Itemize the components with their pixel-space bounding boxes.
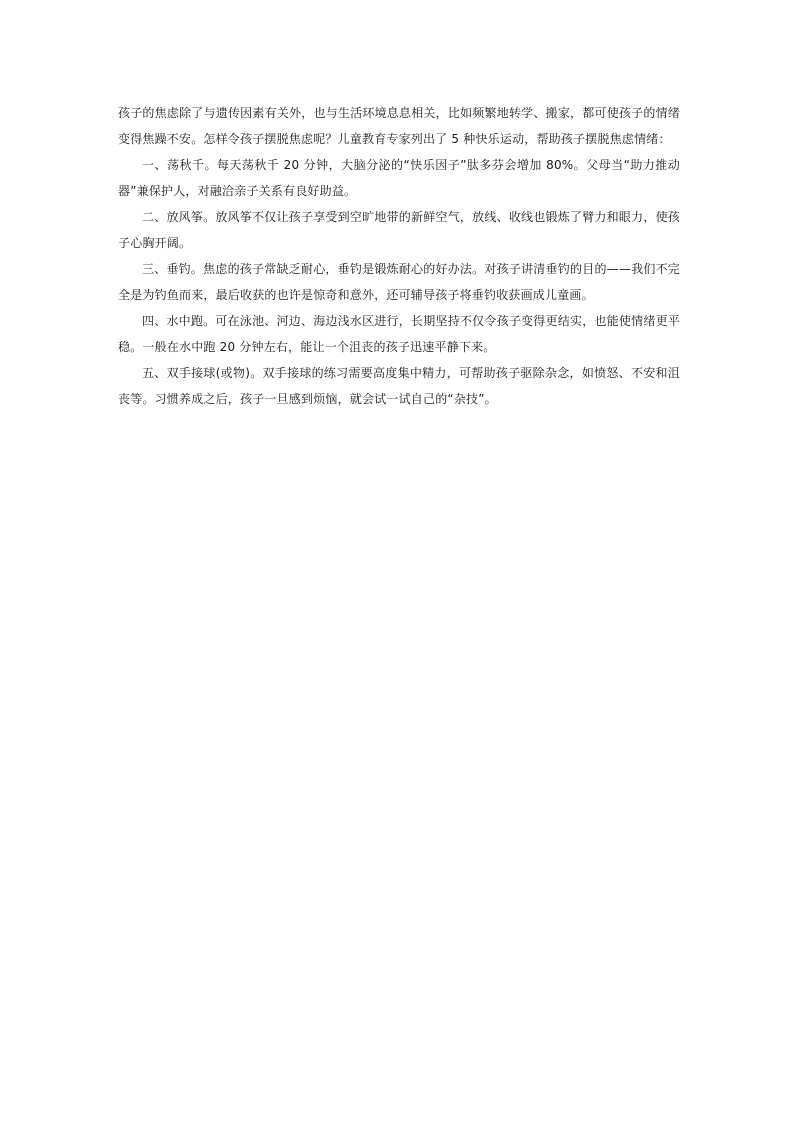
- activity-kite-paragraph: 二、放风筝。放风筝不仅让孩子享受到空旷地带的新鲜空气，放线、收线也锻炼了臂力和眼力，使孩子心胸开阔。: [118, 210, 680, 250]
- activity-fishing-paragraph: 三、垂钓。焦虑的孩子常缺乏耐心，垂钓是锻炼耐心的好办法。对孩子讲清垂钓的目的——我们不完全是为钓鱼而来，最后收获的也许是惊奇和意外，还可辅导孩子将垂钓收获画成儿童画。: [118, 262, 680, 302]
- activity-water-running-paragraph: 四、水中跑。可在泳池、河边、海边浅水区进行，长期坚持不仅令孩子变得更结实，也能使情绪更平稳。一般在水中跑 20 分钟左右，能让一个沮丧的孩子迅速平静下来。: [118, 314, 680, 354]
- intro-paragraph: 孩子的焦虑除了与遗传因素有关外，也与生活环境息息相关，比如频繁地转学、搬家，都可使孩子的情绪变得焦躁不安。怎样令孩子摆脱焦虑呢？儿童教育专家列出了 5 种快乐运动，帮助孩子摆脱焦虑情绪：: [118, 106, 680, 146]
- activity-catching-paragraph: 五、双手接球(或物)。双手接球的练习需要高度集中精力，可帮助孩子驱除杂念，如愤怒、不安和沮丧等。习惯养成之后，孩子一旦感到烦恼，就会试一试自己的“杂技”。: [118, 366, 680, 406]
- activity-swing-paragraph: 一、荡秋千。每天荡秋千 20 分钟，大脑分泌的“快乐因子”肽多芬会增加 80%。父母当“助力推动器”兼保护人，对融洽亲子关系有良好助益。: [118, 158, 680, 198]
- article-body: [118, 100, 680, 412]
